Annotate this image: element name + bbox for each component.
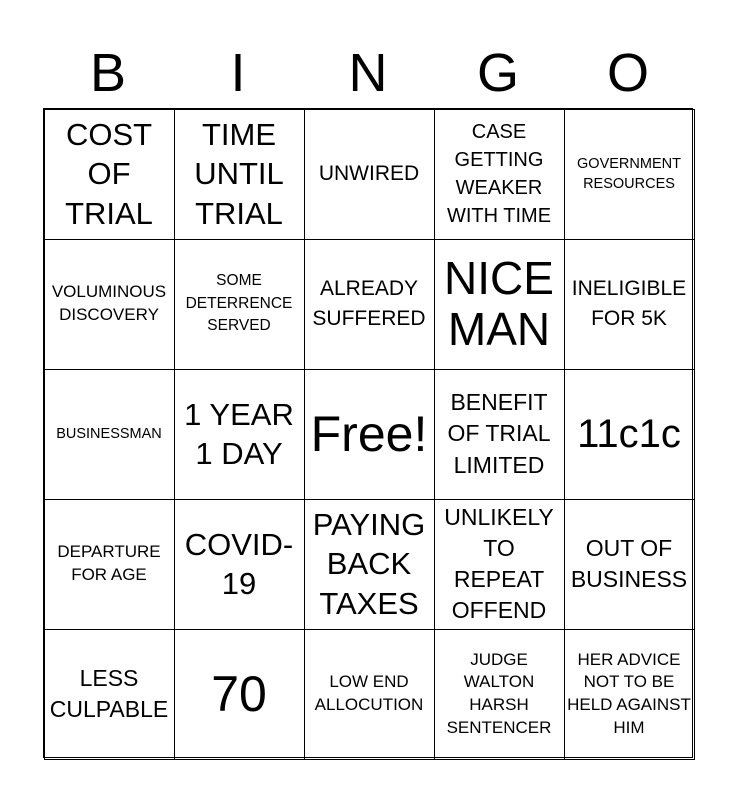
- cell-text: NICE MAN: [444, 252, 554, 355]
- bingo-cell[interactable]: [434, 499, 565, 630]
- bingo-cell[interactable]: [304, 629, 435, 760]
- bingo-cell[interactable]: [174, 369, 305, 500]
- cell-text: DEPARTURE FOR AGE: [57, 542, 161, 584]
- bingo-cell[interactable]: [304, 109, 435, 240]
- cell-text: VOLUMINOUS DISCOVERY: [51, 282, 167, 324]
- cell-text: HER ADVICE NOT TO BE HELD AGAINST HIM: [567, 649, 691, 737]
- bingo-header: [43, 40, 693, 106]
- bingo-cell[interactable]: [174, 629, 305, 760]
- cell-text: BUSINESSMAN: [56, 425, 162, 442]
- cell-text: CASE GETTING WEAKER WITH TIME: [446, 121, 552, 227]
- cell-text: COVID-19: [184, 526, 294, 601]
- header-letter-i: I: [230, 43, 246, 103]
- cell-text: COST OF TRIAL: [65, 116, 153, 231]
- bingo-cell[interactable]: [434, 369, 565, 500]
- cell-text: OUT OF BUSINESS: [570, 534, 688, 592]
- cell-text: PAYING BACK TAXES: [312, 506, 426, 621]
- cell-text: SOME DETERRENCE SERVED: [185, 272, 293, 335]
- bingo-cell[interactable]: [44, 239, 175, 370]
- bingo-cell[interactable]: [564, 369, 695, 500]
- header-letter-g: G: [476, 43, 519, 103]
- bingo-board: [43, 108, 693, 758]
- bingo-cell[interactable]: [44, 109, 175, 240]
- bingo-cell[interactable]: [174, 109, 305, 240]
- bingo-cell[interactable]: [174, 499, 305, 630]
- cell-text: Free!: [310, 405, 428, 462]
- header-letter-b: B: [89, 43, 127, 103]
- header-letter-n: N: [348, 43, 388, 103]
- cell-text: GOVERNMENT RESOURCES: [577, 155, 681, 192]
- bingo-cell[interactable]: [44, 499, 175, 630]
- bingo-cell[interactable]: [434, 629, 565, 760]
- cell-text: JUDGE WALTON HARSH SENTENCER: [446, 649, 552, 737]
- bingo-cell[interactable]: [564, 239, 695, 370]
- cell-text: ALREADY SUFFERED: [312, 277, 426, 330]
- cell-text: LOW END ALLOCUTION: [314, 672, 424, 714]
- bingo-cell[interactable]: [564, 109, 695, 240]
- cell-text: 11c1c: [577, 412, 681, 456]
- bingo-cell[interactable]: [434, 109, 565, 240]
- bingo-cell[interactable]: [304, 499, 435, 630]
- bingo-cell[interactable]: [44, 369, 175, 500]
- cell-text: BENEFIT OF TRIAL LIMITED: [447, 389, 551, 478]
- cell-text: UNWIRED: [318, 162, 420, 186]
- bingo-cell[interactable]: [304, 369, 435, 500]
- bingo-cell[interactable]: [174, 239, 305, 370]
- cell-text: TIME UNTIL TRIAL: [194, 116, 284, 231]
- cell-text: 1 YEAR 1 DAY: [184, 396, 294, 471]
- cell-text: UNLIKELY TO REPEAT OFFEND: [444, 503, 554, 624]
- cell-text: 70: [211, 665, 267, 722]
- bingo-cell[interactable]: [564, 499, 695, 630]
- bingo-cell[interactable]: [564, 629, 695, 760]
- cell-text: INELIGIBLE FOR 5K: [571, 277, 687, 330]
- bingo-cell[interactable]: [434, 239, 565, 370]
- cell-text: LESS CULPABLE: [49, 664, 169, 722]
- header-letter-o: O: [606, 43, 649, 103]
- bingo-cell[interactable]: [44, 629, 175, 760]
- bingo-cell[interactable]: [304, 239, 435, 370]
